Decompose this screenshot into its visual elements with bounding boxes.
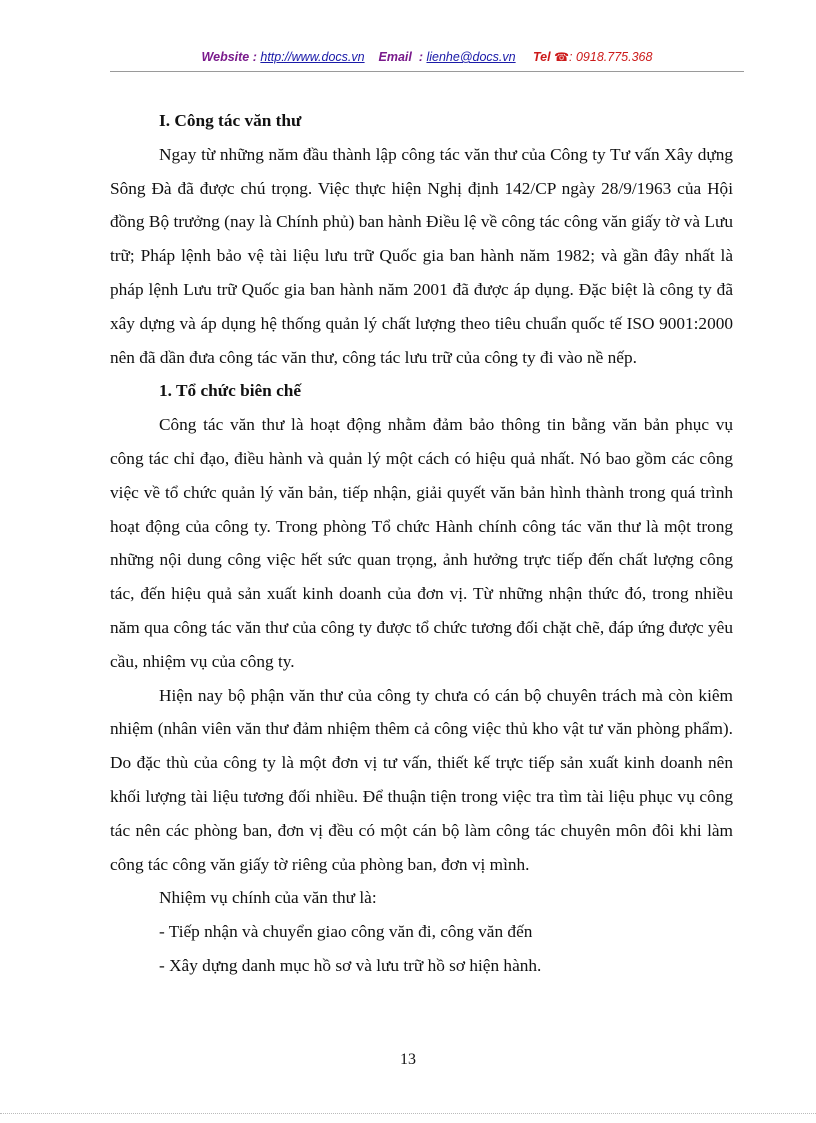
tel-number: : 0918.775.368 (569, 50, 653, 64)
email-separator: : (418, 50, 423, 64)
subsection-title: 1. Tổ chức biên chế (159, 381, 302, 401)
list-item: - Tiếp nhận và chuyển giao công văn đi, công văn đến (159, 922, 533, 942)
footer-divider (0, 1113, 816, 1114)
paragraph-current-staff: Hiện nay bộ phận văn thư của công ty chưa có cán bộ chuyên trách mà còn kiêm nhiệm (nhân viên văn thư đảm nhiệm thêm cả công việc thủ kho vật tư văn phòng phẩm). Do đặc thù của công ty là một đơn vị tư vấn, thiết kế trực tiếp sản xuất kinh doanh nên khối lượng tài liệu tương đối nhiều. Để thuận tiện trong việc tra tìm tài liệu phục vụ công tác nên các phòng ban, đơn vị đều có một cán bộ làm công tác chuyên môn đôi khi làm công tác công văn giấy tờ riêng của phòng ban, đơn vị mình. (110, 685, 733, 874)
page-header (110, 50, 744, 64)
paragraph-main-duties: Nhiệm vụ chính của văn thư là: (159, 888, 377, 908)
document-body (110, 104, 733, 983)
email-link[interactable]: lienhe@docs.vn (426, 50, 516, 64)
paragraph-intro: Ngay từ những năm đầu thành lập công tác văn thư của Công ty Tư vấn Xây dựng Sông Đà đã được chú trọng. Việc thực hiện Nghị định 142/CP ngày 28/9/1963 của Hội đồng Bộ trưởng (nay là Chính phủ) ban hành Điều lệ về công tác công văn giấy tờ và Lưu trữ; Pháp lệnh bảo vệ tài liệu lưu trữ Quốc gia ban hành năm 1982; và gần đây nhất là pháp lệnh Lưu trữ Quốc gia ban hành năm 2001 đã được áp dụng. Đặc biệt là công ty đã xây dựng và áp dụng hệ thống quản lý chất lượng theo tiêu chuẩn quốc tế ISO 9001:2000 nên đã dần đưa công tác văn thư, công tác lưu trữ của công ty đi vào nề nếp. (110, 144, 733, 367)
page-number: 13 (400, 1051, 416, 1068)
list-item: - Xây dựng danh mục hồ sơ và lưu trữ hồ sơ hiện hành. (159, 955, 542, 975)
email-label: Email (378, 50, 412, 64)
tel-label: Tel (532, 50, 551, 64)
website-link[interactable]: http://www.docs.vn (260, 50, 365, 64)
phone-icon: ☎ (554, 50, 570, 64)
website-label: Website : (201, 50, 257, 64)
section-title: I. Công tác văn thư (159, 111, 302, 130)
paragraph-clerical-work: Công tác văn thư là hoạt động nhằm đảm bảo thông tin bằng văn bản phục vụ công tác chỉ đạo, điều hành và quản lý một cách có hiệu quả nhất. Nó bao gồm các công việc về tổ chức quản lý văn bản, tiếp nhận, giải quyết văn bản hình thành trong quá trình hoạt động của công ty. Trong phòng Tổ chức Hành chính công tác văn thư là một trong những nội dung công việc hết sức quan trọng, ảnh hưởng trực tiếp đến chất lượng công tác, đến hiệu quả sản xuất kinh doanh của đơn vị. Từ những nhận thức đó, trong nhiều năm qua công tác văn thư của công ty được tổ chức tương đối chặt chẽ, đáp ứng được yêu cầu, nhiệm vụ của công ty. (110, 415, 733, 671)
header-divider (110, 71, 744, 72)
